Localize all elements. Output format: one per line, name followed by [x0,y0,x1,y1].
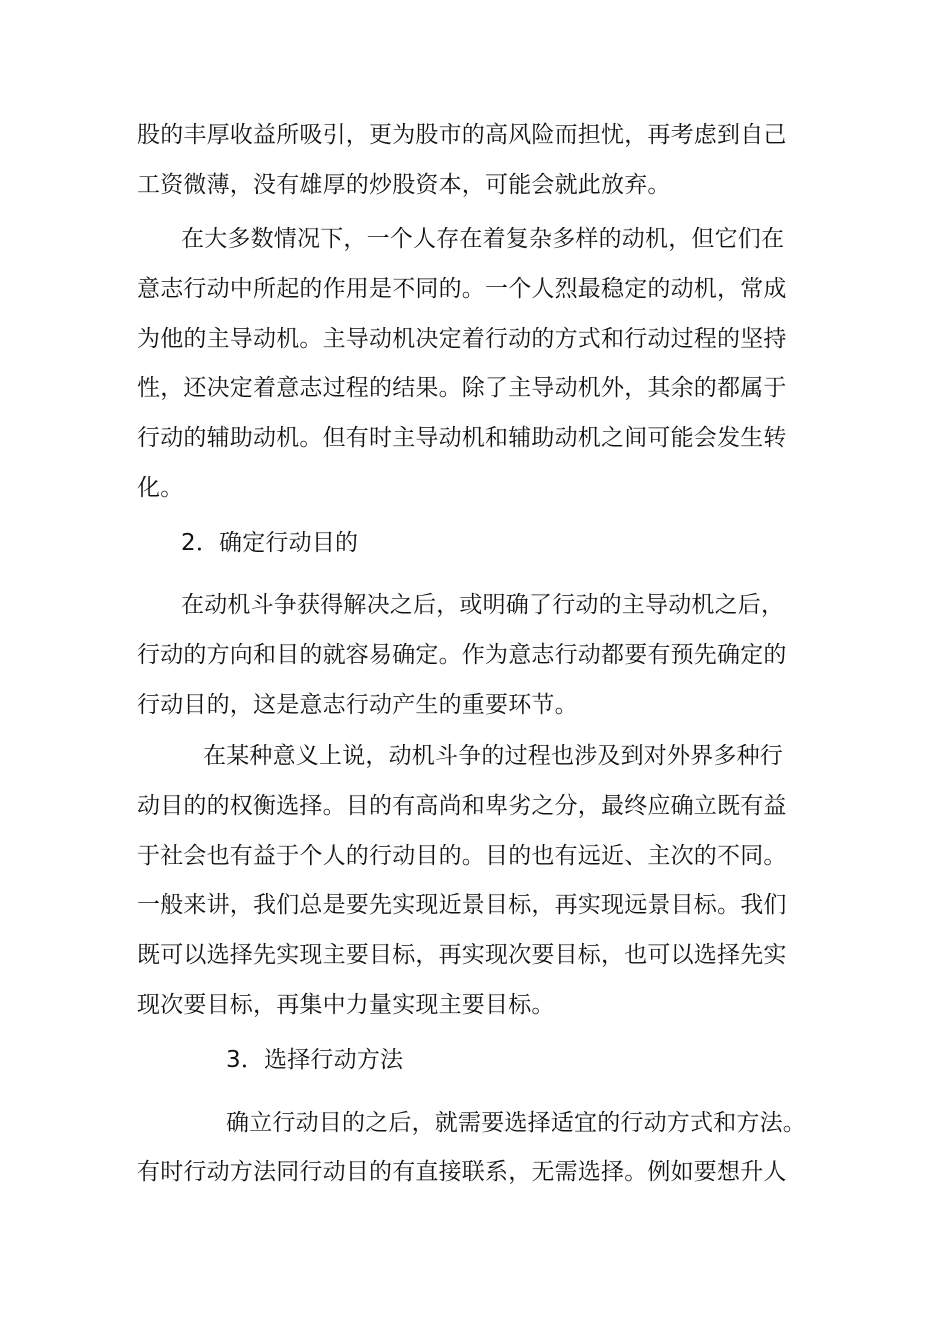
section-heading-3: 3．选择行动方法 [226,1047,404,1073]
text-line-20: 确立行动目的之后，就需要选择适宜的行动方式和方法。 [226,1110,806,1136]
text-line-3: 在大多数情况下，一个人存在着复杂多样的动机，但它们在 [181,226,785,252]
text-line-15: 于社会也有益于个人的行动目的。目的也有远近、主次的不同。 [137,843,787,869]
text-line-6: 性，还决定着意志过程的结果。除了主导动机外，其余的都属于 [137,375,787,401]
text-line-10: 在动机斗争获得解决之后，或明确了行动的主导动机之后， [181,592,785,618]
text-line-17: 既可以选择先实现主要目标，再实现次要目标，也可以选择先实 [137,942,787,968]
text-line-4: 意志行动中所起的作用是不同的。一个人烈最稳定的动机，常成 [137,276,787,302]
text-line-16: 一般来讲，我们总是要先实现近景目标，再实现远景目标。我们 [137,892,787,918]
text-line-18: 现次要目标，再集中力量实现主要目标。 [137,992,555,1018]
text-line-1: 股的丰厚收益所吸引，更为股市的高风险而担忧，再考虑到自己 [137,122,787,148]
text-line-13: 在某种意义上说，动机斗争的过程也涉及到对外界多种行 [203,743,783,769]
text-line-2: 工资微薄，没有雄厚的炒股资本，可能会就此放弃。 [137,172,671,198]
text-line-5: 为他的主导动机。主导动机决定着行动的方式和行动过程的坚持 [137,326,787,352]
text-line-7: 行动的辅助动机。但有时主导动机和辅助动机之间可能会发生转 [137,425,787,451]
text-line-12: 行动目的，这是意志行动产生的重要环节。 [137,692,578,718]
text-line-14: 动目的的权衡选择。目的有高尚和卑劣之分，最终应确立既有益 [137,793,787,819]
section-heading-2: 2．确定行动目的 [181,530,359,556]
text-line-21: 有时行动方法同行动目的有直接联系，无需选择。例如要想升人 [137,1159,787,1185]
text-line-11: 行动的方向和目的就容易确定。作为意志行动都要有预先确定的 [137,642,787,668]
text-line-8: 化。 [137,475,184,501]
